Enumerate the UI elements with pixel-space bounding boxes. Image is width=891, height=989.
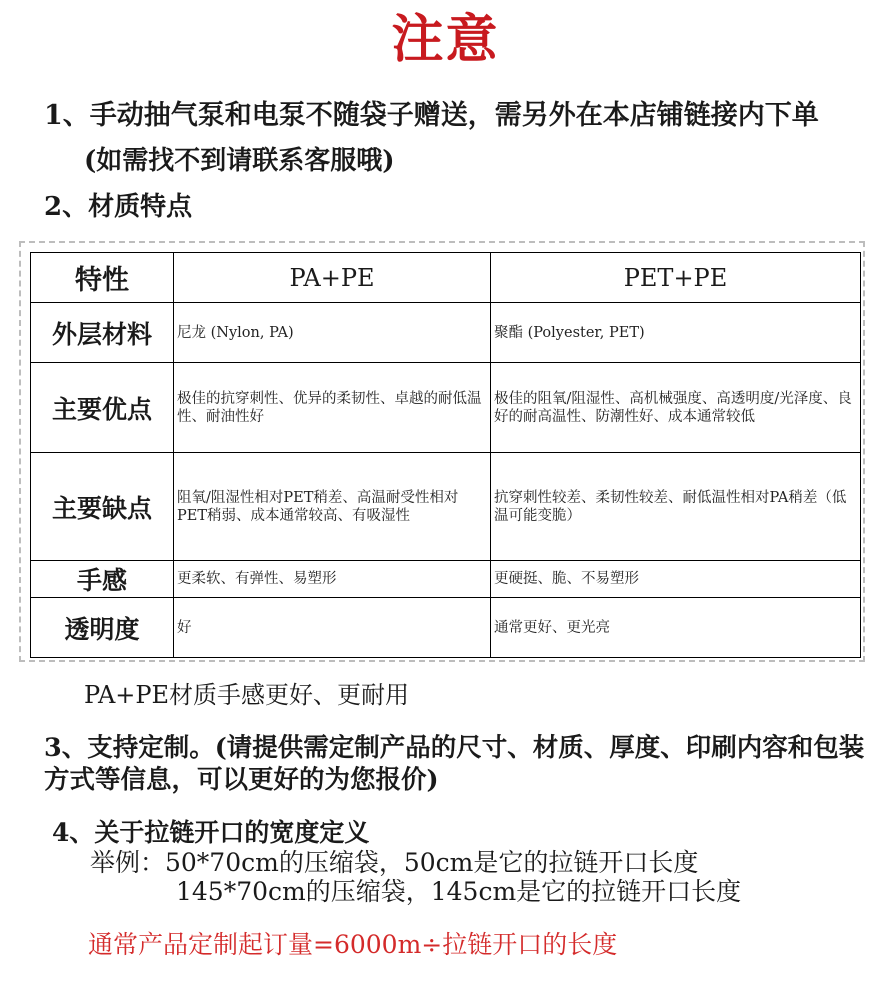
material-comparison-table — [30, 252, 861, 658]
table-header-row — [31, 253, 861, 303]
minimum-order-note: 通常产品定制起订量=6000m÷拉链开口的长度 — [88, 930, 618, 959]
cell-pa-pe: 尼龙 (Nylon, PA) — [174, 303, 491, 363]
cell-pet-pe: 抗穿刺性较差、柔韧性较差、耐低温性相对PA稍差（低温可能变脆） — [491, 453, 861, 561]
cell-pet-pe: 聚酯 (Polyester, PET) — [491, 303, 861, 363]
note-2-heading: 2、材质特点 — [44, 192, 193, 222]
note-4-example-2: 145*70cm的压缩袋，145cm是它的拉链开口长度 — [176, 877, 742, 906]
header-feature: 特性 — [31, 253, 174, 303]
table-row — [31, 598, 861, 658]
note-1-line-1: 1、手动抽气泵和电泵不随袋子赠送，需另外在本店铺链接内下单 — [44, 100, 819, 131]
cell-pa-pe: 更柔软、有弹性、易塑形 — [174, 561, 491, 598]
table-row — [31, 453, 861, 561]
note-4-example-1: 举例：50*70cm的压缩袋，50cm是它的拉链开口长度 — [90, 848, 699, 877]
header-pa-pe: PA+PE — [174, 253, 491, 303]
table-row — [31, 363, 861, 453]
cell-pa-pe: 极佳的抗穿刺性、优异的柔韧性、卓越的耐低温性、耐油性好 — [174, 363, 491, 453]
row-label: 外层材料 — [31, 303, 174, 363]
header-pet-pe: PET+PE — [491, 253, 861, 303]
material-conclusion: PA+PE材质手感更好、更耐用 — [84, 681, 410, 709]
material-table-frame — [19, 241, 865, 662]
cell-pet-pe: 极佳的阻氧/阻湿性、高机械强度、高透明度/光泽度、良好的耐高温性、防潮性好、成本通常较低 — [491, 363, 861, 453]
cell-pet-pe: 更硬挺、脆、不易塑形 — [491, 561, 861, 598]
page-title: 注意 — [391, 9, 500, 70]
row-label: 手感 — [31, 561, 174, 598]
note-4-heading: 4、关于拉链开口的宽度定义 — [52, 818, 370, 847]
cell-pet-pe: 通常更好、更光亮 — [491, 598, 861, 658]
row-label: 透明度 — [31, 598, 174, 658]
table-row — [31, 303, 861, 363]
cell-pa-pe: 阻氧/阻湿性相对PET稍差、高温耐受性相对PET稍弱、成本通常较高、有吸湿性 — [174, 453, 491, 561]
row-label: 主要缺点 — [31, 453, 174, 561]
row-label: 主要优点 — [31, 363, 174, 453]
table-row — [31, 561, 861, 598]
note-3-customization: 3、支持定制。(请提供需定制产品的尺寸、材质、厚度、印刷内容和包装方式等信息，可以更好的为您报价) — [44, 733, 865, 795]
cell-pa-pe: 好 — [174, 598, 491, 658]
note-1-line-2: (如需找不到请联系客服哦) — [84, 146, 395, 176]
